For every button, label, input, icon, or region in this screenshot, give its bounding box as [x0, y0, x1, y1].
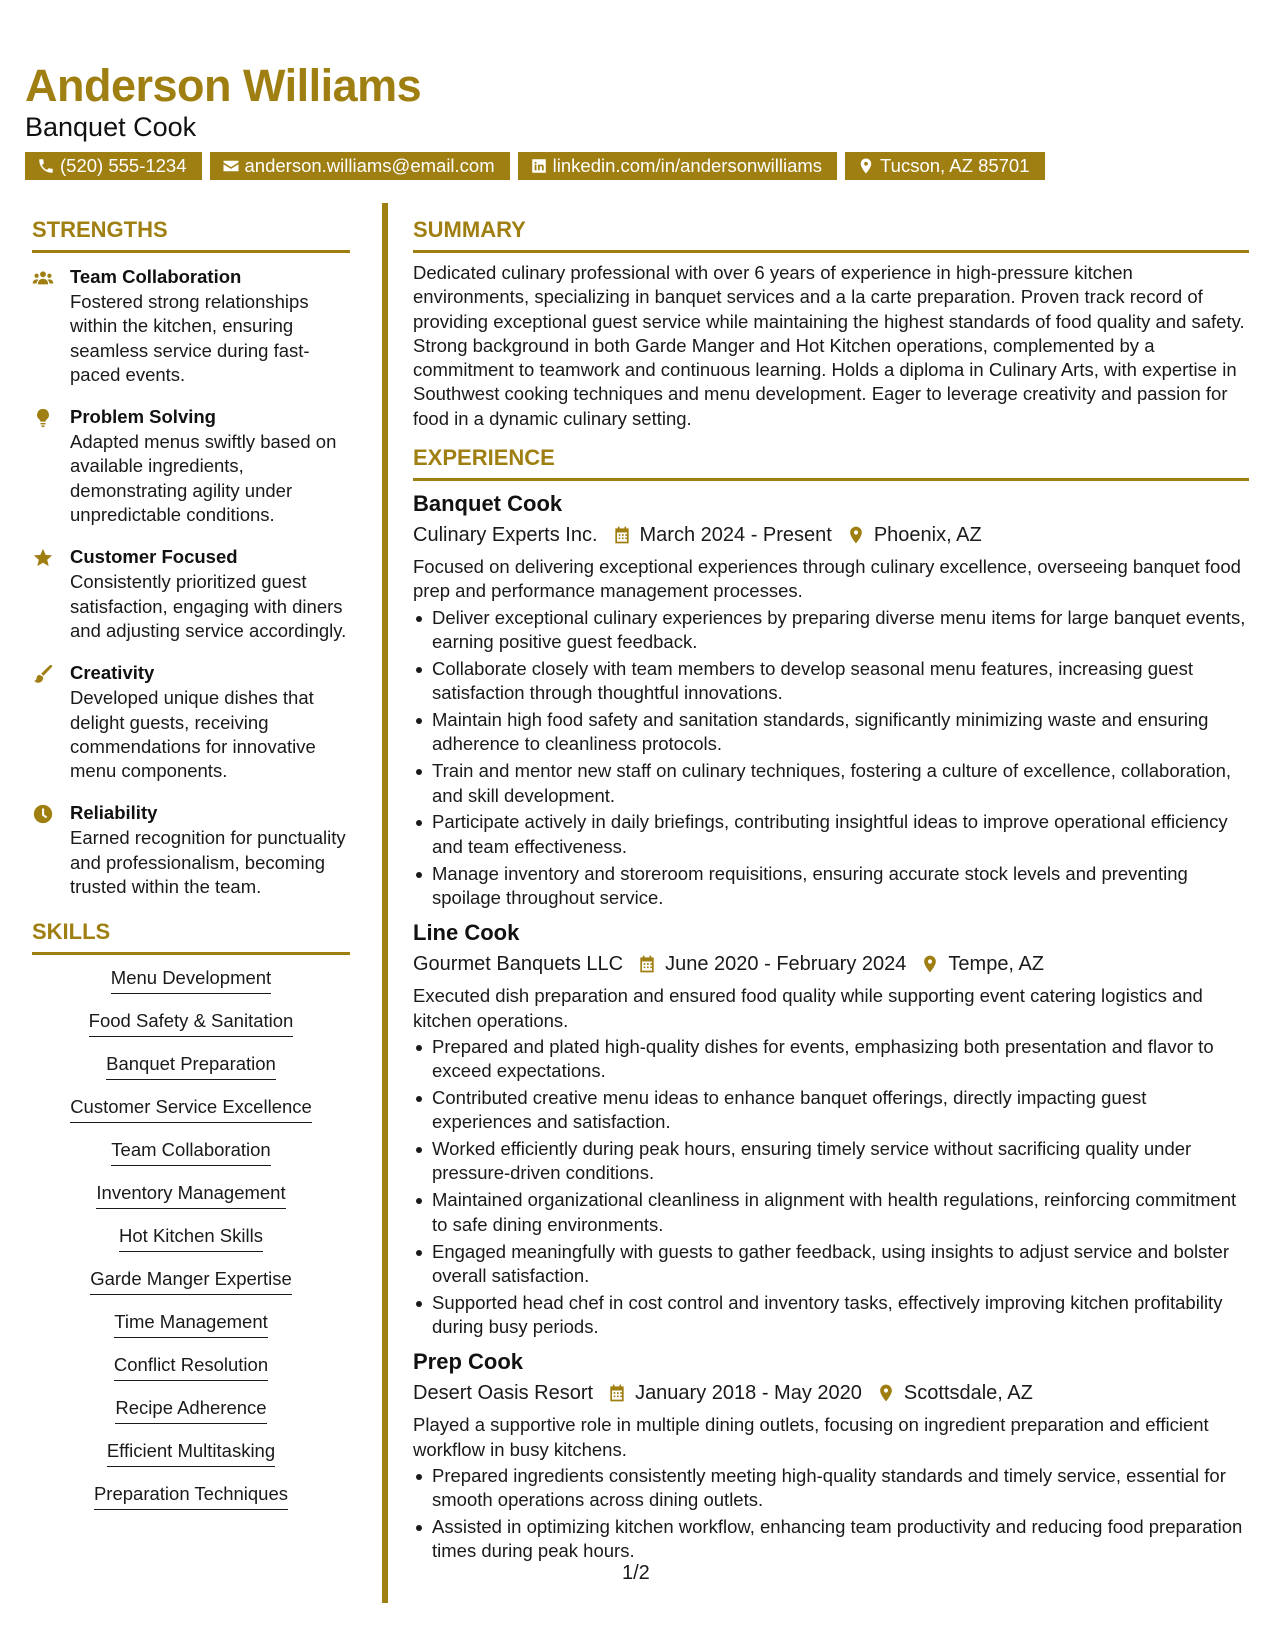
job-title: Line Cook	[413, 920, 520, 946]
job-bullet: Deliver exceptional culinary experiences by preparing diverse menu items for large banquet events, earning positive guest feedback.	[413, 606, 1249, 655]
job-dates: June 2020 - February 2024	[665, 953, 907, 976]
skills-list	[32, 966, 350, 1525]
strength-title: Team Collaboration	[70, 266, 242, 287]
paintbrush-icon	[32, 663, 54, 685]
page-number: 1/2	[622, 1562, 650, 1584]
strength-desc: Earned recognition for punctuality and professionalism, becoming trusted within the team.	[70, 827, 346, 898]
skill-item: Time Management	[114, 1310, 268, 1338]
skills-heading: SKILLS	[32, 917, 350, 955]
phone-icon	[37, 157, 55, 175]
candidate-name: Anderson Williams	[25, 60, 422, 111]
right-column	[413, 215, 1249, 1566]
candidate-title: Banquet Cook	[25, 112, 197, 142]
location-text: Tucson, AZ 85701	[880, 155, 1030, 176]
skill-item: Preparation Techniques	[94, 1482, 288, 1510]
summary-heading: SUMMARY	[413, 215, 1249, 253]
strength-title: Creativity	[70, 662, 155, 684]
clock-icon	[32, 803, 54, 825]
strength-desc: Fostered strong relationships within the kitchen, ensuring seamless service during fast-paced events.	[70, 291, 310, 385]
strength-item	[32, 405, 350, 527]
job-meta	[413, 1378, 1249, 1408]
calendar-icon	[612, 525, 632, 545]
star-icon	[32, 547, 54, 569]
job-bullet: Train and mentor new staff on culinary techniques, fostering a culture of excellence, collaboration, and skill development.	[413, 759, 1249, 808]
job-bullets	[413, 606, 1249, 911]
experience-heading: EXPERIENCE	[413, 443, 1249, 481]
strength-item	[32, 545, 350, 643]
phone-text: (520) 555-1234	[60, 155, 187, 176]
job-company: Gourmet Banquets LLC	[413, 953, 624, 976]
email-text: anderson.williams@email.com	[244, 155, 495, 176]
skill-item: Food Safety & Sanitation	[89, 1009, 294, 1037]
job-bullet: Maintained organizational cleanliness in alignment with health regulations, reinforcing commitment to safe dining environments.	[413, 1188, 1249, 1237]
strength-item	[32, 801, 350, 899]
lightbulb-icon	[32, 407, 54, 429]
envelope-icon	[222, 157, 240, 175]
map-marker-icon	[920, 954, 940, 974]
skill-item: Hot Kitchen Skills	[119, 1224, 263, 1252]
job-title: Banquet Cook	[413, 491, 563, 517]
map-marker-icon	[857, 157, 875, 175]
calendar-icon	[637, 954, 657, 974]
job-entry	[413, 1347, 1249, 1563]
job-description: Focused on delivering exceptional experiences through culinary excellence, overseeing banquet food prep and performance management processes.	[413, 556, 1241, 602]
skill-item: Garde Manger Expertise	[90, 1267, 292, 1295]
job-bullet: Prepared and plated high-quality dishes for events, emphasizing both presentation and flavor to exceed expectations.	[413, 1035, 1249, 1084]
skill-item: Recipe Adherence	[115, 1396, 266, 1424]
job-location: Tempe, AZ	[948, 953, 1045, 976]
job-description: Executed dish preparation and ensured food quality while supporting event catering logistics and kitchen operations.	[413, 985, 1203, 1031]
calendar-icon	[607, 1383, 627, 1403]
contact-bar	[25, 152, 1045, 180]
strength-title: Problem Solving	[70, 406, 216, 428]
job-bullet: Manage inventory and storeroom requisitions, ensuring accurate stock levels and preventing spoilage throughout service.	[413, 862, 1249, 911]
strength-item	[32, 661, 350, 783]
job-bullet: Engaged meaningfully with guests to gather feedback, using insights to adjust service and bolster overall satisfaction.	[413, 1240, 1249, 1289]
contact-email[interactable]	[210, 152, 510, 180]
job-location: Phoenix, AZ	[873, 524, 982, 547]
skill-item: Efficient Multitasking	[107, 1439, 275, 1467]
job-dates: March 2024 - Present	[639, 524, 832, 547]
contact-linkedin[interactable]	[518, 152, 837, 180]
skill-item: Menu Development	[111, 966, 271, 994]
job-bullet: Collaborate closely with team members to develop seasonal menu features, increasing guest satisfaction through thoughtful innovations.	[413, 657, 1249, 706]
job-meta	[413, 949, 1249, 979]
job-bullet: Prepared ingredients consistently meeting high-quality standards and timely service, essential for smooth operations across dining outlets.	[413, 1464, 1249, 1513]
linkedin-icon	[530, 157, 548, 175]
job-meta	[413, 520, 1249, 550]
strength-desc: Adapted menus swiftly based on available ingredients, demonstrating agility under unpredictable conditions.	[70, 431, 337, 526]
users-icon	[32, 267, 54, 289]
strength-desc: Developed unique dishes that delight guests, receiving commendations for innovative menu components.	[70, 687, 316, 782]
job-bullet: Assisted in optimizing kitchen workflow, enhancing team productivity and reducing food preparation times during peak hours.	[413, 1515, 1249, 1564]
job-company: Desert Oasis Resort	[413, 1382, 594, 1405]
strength-desc: Consistently prioritized guest satisfaction, engaging with diners and adjusting service accordingly.	[70, 571, 347, 641]
job-bullet: Worked efficiently during peak hours, ensuring timely service without sacrificing quality under pressure-driven conditions.	[413, 1137, 1249, 1186]
job-bullets	[413, 1035, 1249, 1340]
skill-item: Conflict Resolution	[114, 1353, 268, 1381]
skill-item: Customer Service Excellence	[70, 1095, 312, 1123]
job-bullets	[413, 1464, 1249, 1564]
job-dates: January 2018 - May 2020	[635, 1382, 862, 1405]
strength-item	[32, 265, 350, 387]
skill-item: Inventory Management	[96, 1181, 285, 1209]
job-entry	[413, 918, 1249, 1339]
job-company: Culinary Experts Inc.	[413, 524, 598, 547]
skill-item: Team Collaboration	[111, 1138, 270, 1166]
contact-phone[interactable]	[25, 152, 202, 180]
strength-title: Reliability	[70, 802, 158, 824]
job-bullet: Maintain high food safety and sanitation standards, significantly minimizing waste and ensuring adherence to cleanliness protocols.	[413, 708, 1249, 757]
map-marker-icon	[876, 1383, 896, 1403]
job-title: Prep Cook	[413, 1349, 524, 1375]
linkedin-text: linkedin.com/in/andersonwilliams	[552, 155, 823, 176]
strength-title: Customer Focused	[70, 546, 238, 568]
strengths-heading: STRENGTHS	[32, 215, 350, 253]
map-marker-icon	[846, 525, 866, 545]
job-bullet: Supported head chef in cost control and inventory tasks, effectively improving kitchen profitability during busy periods.	[413, 1291, 1249, 1340]
column-divider	[382, 203, 388, 1603]
summary-text: Dedicated culinary professional with over 6 years of experience in high-pressure kitchen environments, specializing in banquet services and a la carte preparation. Proven track record of providing exceptional guest service while maintaining the highest standards of food quality and safety. Strong background in both Garde Manger and Hot Kitchen operations, complemented by a commitment to teamwork and continuous learning. Holds a diploma in Culinary Arts, with expertise in Southwest cooking techniques and menu development. Eager to leverage creativity and passion for food in a dynamic culinary setting.	[413, 262, 1245, 429]
job-description: Played a supportive role in multiple dining outlets, focusing on ingredient preparation and efficient workflow in busy kitchens.	[413, 1414, 1209, 1460]
left-column	[32, 215, 350, 1525]
job-location: Scottsdale, AZ	[903, 1382, 1033, 1405]
contact-location	[845, 152, 1044, 180]
strengths-list	[32, 265, 350, 899]
skill-item: Banquet Preparation	[106, 1052, 276, 1080]
job-bullet: Contributed creative menu ideas to enhance banquet offerings, directly impacting guest experiences and satisfaction.	[413, 1086, 1249, 1135]
job-entry	[413, 489, 1249, 910]
job-bullet: Participate actively in daily briefings, contributing insightful ideas to improve operational efficiency and team effectiveness.	[413, 810, 1249, 859]
